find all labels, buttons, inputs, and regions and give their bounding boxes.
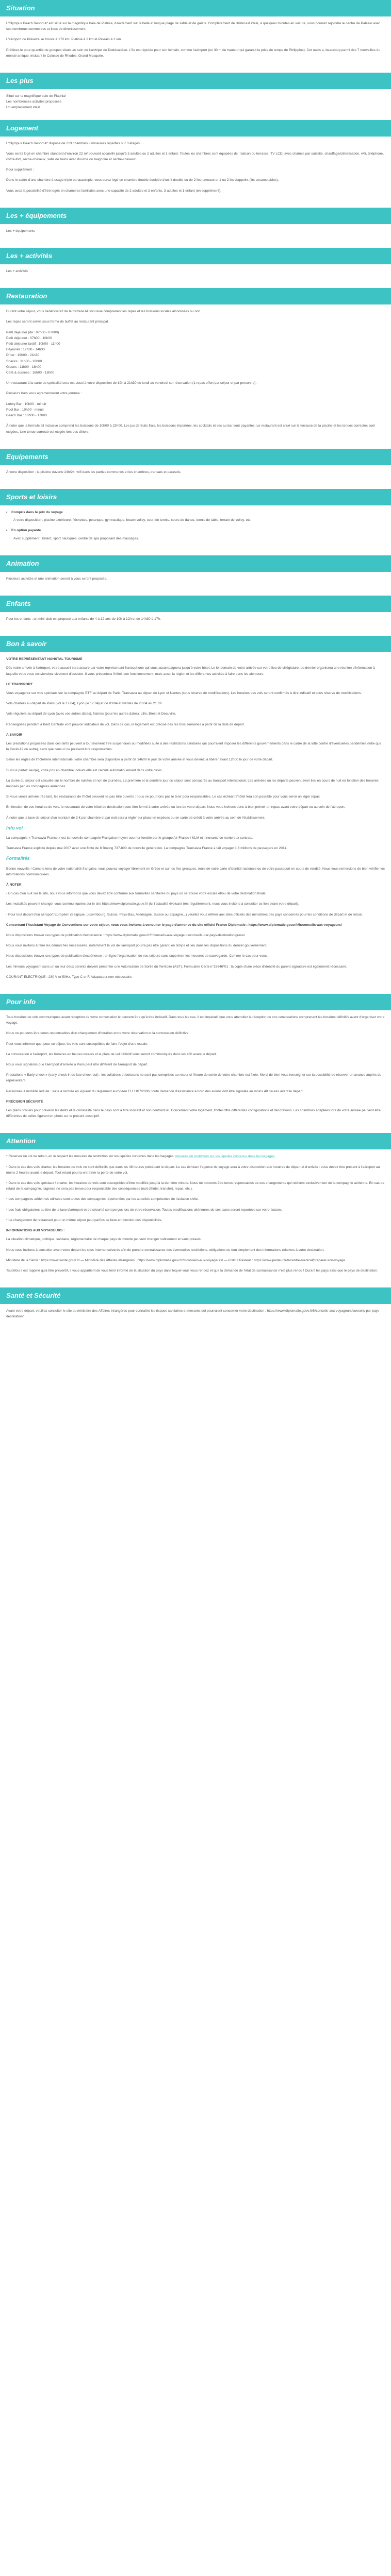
pour-info-paragraph: Nous vous signalons que l'aéroport d'arrivée à Paris peut être différent de l'aéroport de départ. <box>6 1063 149 1067</box>
section-title-logement: Logement <box>0 120 391 137</box>
pour-info-paragraph: Pour vous informer que, pour ce séjour, les vols sont susceptibles de faire l'objet d'une escale. <box>6 1042 148 1046</box>
bon-savoir-paragraph: Concernant l'Assistant Voyage de Conventions sur votre séjour, nous vous invitons à consulter le page d'annonce du site officiel France Diplomatie : https://www.diplomatie.gouv.fr/fr/conseils-aux-voyageurs/ <box>6 923 342 927</box>
equipements-plus-text: Les + équipements <box>6 229 35 233</box>
logement-paragraph: Dans le cadre d'une chambre à usage triple ou quadruple, vous serez logé en chambre double équipée d'un lit double ou de 2 lits jumeaux et 1 ou 2 lits d'appoint (lits escamotables). <box>6 178 279 182</box>
bon-savoir-paragraph: À noter que la taxe de séjour d'un montant de 3 € par chambre et par nuit sera à régler sur place en espèces ou en carte de crédit à votre arrivée au sein de l'établissement. <box>6 816 266 820</box>
bar-line: Beach Bar : 10h00 - 17h00 <box>6 414 47 418</box>
logement-paragraph: L'Olympus Beach Resort 4* dispose de 213 chambres lumineuses réparties sur 3 étages. <box>6 141 141 145</box>
section-title-animation: Animation <box>0 555 391 572</box>
attention-paragraph: Ministère de la Santé : https://www.sante.gouv.fr/ — Ministère des Affaires étrangères : https://www.diplomatie.gouv.fr/fr/conseils-aux-voyageurs/ — Institut Pasteur : https://www.pasteur.fr/fr/centre-medical/preparer-son-voyage <box>6 1258 346 1262</box>
restauration-paragraph: Un restaurant à la carte de spécialité sera est aussi à votre disposition de 19h à 21h30 du lundi au vendredi sur réservation (1 repas offert par séjour et par personne). <box>6 381 257 385</box>
sports-included-heading: • Compris dans le prix du voyage <box>6 510 385 515</box>
situation-paragraph: Préférez-le pour quantité de groupes situés au sein de l'archipel de Dodécanèse. L'île est réputée pour son lointain, comme l'aéroport (en 30 m de hauteur qui garantit la prise de temps de Philippine). Cet oasis a, beaucoup parmi des 7 merveilles du monde antique, incluant le Colosse de Rhodes, Grand Mosquée. <box>6 48 381 58</box>
bon-savoir-paragraph: Transavia France exploite depuis mai 2007 avec une flotte de 8 Boeing 737-800 de nouvelle génération. La compagnie Transavia France a fait voyager 1,6 millions de passagers en 2011. <box>6 846 287 851</box>
section-attention <box>0 1133 391 1285</box>
attention-paragraph <box>6 1154 385 1159</box>
bon-savoir-paragraph: Les prestations proposées dans ces tarifs peuvent à tout moment être suspendues ou modifiées suite à des restrictions sanitaires qui pourraient imposer les différents gouvernements dans le cadre de la lutte contre d'éventuelles pandémies (telle que la Covid-19 ou autre), sans que ceux-ci ne puissent être responsables. <box>6 741 382 752</box>
section-title-activites-plus: Les + activités <box>0 248 391 264</box>
attention-intro: * Réserver un vol de retour, en le respect les mesures de restriction sur les liquides contenus dans les bagages. <box>6 1155 175 1159</box>
section-title-les-plus: Les plus <box>0 73 391 89</box>
pour-info-paragraph: La convocation à l'aéroport, les horaires en heures locales et la plate de vol définitif vous seront communiqués dans les 48h avant le départ. <box>6 1052 217 1056</box>
section-animation <box>0 555 391 594</box>
bon-savoir-paragraph: Nous dispositions trouver ces types de publication d'expérience : https://www.diplomatie.gouv.fr/fr/conseils-aux-voyageurs/conseils-par-pays-destination/grece/ <box>6 934 245 938</box>
attention-paragraph: Nous vous invitons à consulter avant votre départ les sites Internet suivants afin de prendre connaissance des éventuelles restrictions, obligations ou tout simplement des informations relatives à votre destination. <box>6 1248 324 1252</box>
attention-paragraph: * Les frais obligatoires au titre de la taxe d'aéroport et de sécurité sont perçus lors de votre réservation. Toutes modifications ultérieures de ces taxes seront reportées sur votre facture. <box>6 1208 282 1212</box>
transport-heading: LE TRANSPORT <box>6 682 33 686</box>
bon-savoir-paragraph: Les modalités peuvent changer vous communiquées sur le site https://www.diplomatie.gouv.fr/ (ici l'actualité évoluant très régulièrement, nous vous invitons à consulter ce lien avant votre départ). <box>6 902 299 906</box>
meal-time-line: Déjeuner : 12h30 - 14h30 <box>6 348 45 352</box>
section-enfants <box>0 596 391 634</box>
bon-savoir-paragraph: Renseignées pendant à Kent Centrale vont pouvoir indicateur de vol. Dans ce cas, le logement est précisé dès les trois semaines à partir de la date de départ. <box>6 722 245 726</box>
meal-time-line: Café & sucrées : 16h00 - 18h00 <box>6 371 55 375</box>
section-equipements-plus <box>0 208 391 246</box>
section-title-situation: Situation <box>0 0 391 16</box>
activites-plus-text: Les + activités <box>6 269 28 274</box>
section-situation <box>0 0 391 71</box>
bar-line: Lobby Bar : 10h00 - minuit <box>6 402 46 406</box>
section-sante <box>0 1287 391 1331</box>
meal-time-line: Petit déjeuner tardif : 10h00 - 11h00 <box>6 342 60 346</box>
bon-savoir-paragraph: Si vous partez seul(e), votre prix en chambre individuelle est calculé automatiquement dans votre devis. <box>6 768 163 772</box>
equipements-paragraph: À votre disposition : la piscine ouverte 24h/24, wifi dans les parties communes et les chambres, transats et parasols. <box>6 470 182 474</box>
restauration-paragraph: À noter que la formule all inclusive comprend les boissons de 10h00 à 23h00. Les jus de fruits frais, les boissons importées, les cocktails et ses au bar sont payantes. Le restaurant est situé sur la terrasse de la piscine et les tenues correctes sont exigées. Une tenue correcte est exigée lors des dîners. <box>6 424 376 434</box>
restauration-paragraph: Les repas seront servis sous forme de buffet au restaurant principal. <box>6 320 109 324</box>
bon-savoir-paragraph: Nous dispositions trouver ces types de publication d'expérience : en ligne l'organisation de vos séjours sans supprimer les mesures de sauvegarde. Comme le cas pour vous. <box>6 954 268 958</box>
section-title-equipements: Equipements <box>0 449 391 465</box>
precision-securite-heading: PRÉCISION SÉCURITÉ <box>6 1099 43 1104</box>
section-bon-a-savoir <box>0 636 391 992</box>
section-title-bon-a-savoir: Bon à savoir <box>0 636 391 652</box>
bon-savoir-paragraph: Vols charters au départ de Paris (vol le 17:04), Lyon (le 17:04) et de 03/04 et Nantes de 20:04 au 21:09 <box>6 702 162 706</box>
section-title-enfants: Enfants <box>0 596 391 612</box>
animation-text: Plusieurs activités et une animation seront à vous seront proposés. <box>6 577 107 581</box>
representative-heading: VOTRE REPRÉSENTANT NONSTAL TOURISME <box>6 657 83 662</box>
les-plus-item: Situé sur la magnifique baie de Platinia! <box>6 94 66 98</box>
section-title-pour-info: Pour info <box>0 994 391 1010</box>
section-title-sports: Sports et loisirs <box>0 489 391 505</box>
meal-time-line: Glaces : 11h00 - 18h00 <box>6 365 42 369</box>
a-noter-heading: À NOTER <box>6 883 22 887</box>
bon-savoir-paragraph: - Pour tout départ d'un aéroport Européen (Belgique, Luxembourg, Suisse, Pays-Bas, Allemagne, Suisse ou Espagne...) veuillez vous référer aux sites officiels des ministères des pays concernés pour les conditions de départ et de retour. <box>6 912 363 917</box>
pour-info-paragraph: Nous ne pouvons être tenus responsables d'un changement d'horaires entre votre réservation et la convocation définitive. <box>6 1031 190 1036</box>
sports-included-text: À votre disposition : piscine extérieure, fléchettes, pétanque, gymnastique, beach volley, court de tennis, cours de danse, tennis de table, terrain de volley, etc. <box>13 518 252 522</box>
info-vol-heading: Info vol <box>6 825 23 831</box>
restauration-paragraph: Plusieurs bars vous agrémenteront votre journée : <box>6 392 82 396</box>
sports-optional-heading: • En option payante <box>6 528 385 533</box>
attention-paragraph: La situation climatique, politique, sanitaire, réglementaire de chaque pays de monde peuvent changer subitement et sans préavis. <box>6 1238 202 1242</box>
bon-savoir-paragraph: Bonne nouvelle ! Compte tenu de votre nationalité française, vous pouvez voyager librement en Grèce et sur les îles grecques, muni de votre carte d'identité nationale ou de votre passeport en cours de validité. Nous vous remercions de bien vérifier les informations communiquées. <box>6 867 385 876</box>
enfants-text: Pour les enfants : un mini-club est proposé aux enfants de 4 à 12 ans de 10h à 12h et de 14h30 à 17h. <box>6 617 161 621</box>
sports-optional-text: Avec supplément : billard, sport nautiques, centre de spa proposant des massages. <box>13 536 139 540</box>
meal-time-line: Snacks : 11h00 - 16h00 <box>6 359 42 363</box>
meal-time-line: Petit déjeuner : 07h00 - 10h00 <box>6 336 52 340</box>
bon-savoir-paragraph: Si vous venez arrivée très tard, les restaurants de l'hôtel peuvent ne pas être ouverts : nous ne pourrions pas le tenir pour responsables. Le cas échéant l'hôtel fera son possible pour vous servir un léger repas. <box>6 795 321 799</box>
section-logement <box>0 120 391 206</box>
attention-paragraph: * Dans le cas des vols spéciaux / charter, les horaires de vols sont susceptibles d'être modifiés jusqu'à la dernière minute. Nous ne pouvons être tenus responsables de ces changements qui relèvent exclusivement de la compagnie aérienne. En cas de retard de la compagnie, l'agence ne sera pas tenue pour responsable des conséquences (nuit d'hôtel, transfert, repas, etc.). <box>6 1181 385 1191</box>
bar-line: Pool Bar : 10h00 - minuit <box>6 408 44 412</box>
section-restauration <box>0 288 391 446</box>
pour-info-paragraph: Prestations « Early check » (early check-in ou late check-out) : les collations et boissons ne sont pas comprises au retour si l'heure de sortie de votre chambre est fixée. Merci de bien vous renseigner sur la possibilité de réserver en avance auprès du représentant. <box>6 1073 382 1083</box>
bars-list <box>6 401 385 419</box>
formalites-heading: Formalités <box>6 856 30 861</box>
les-plus-item: Les nombreuses activités proposées <box>6 100 62 104</box>
section-pour-info <box>0 994 391 1131</box>
attention-paragraph: * Les compagnies aériennes utilisées sont toutes des compagnies répertoriées par les autorités compétentes de l'aviation civile. <box>6 1197 199 1201</box>
bon-savoir-paragraph: La durée du séjour est calculée sur le nombre de nuitées et non de journées. La première et la dernière jour du séjour sont consacrés au transport international. Les arrivées ou les départs peuvent avoir lieu en cours de nuit en fonction des horaires imposés par les compagnies aériennes. <box>6 778 379 788</box>
section-sports <box>0 489 391 553</box>
liquids-restriction-link[interactable]: mesures de restriction sur les liquides contenus dans les bagages <box>175 1155 275 1159</box>
bon-savoir-paragraph: Vols réguliers au départ de Lyon (avec vos autres dates), Nantes (pour les autres dates), Lille, Brest et Deauville. <box>6 712 176 716</box>
meal-time-line: Dîner : 19h00 - 21h30 <box>6 353 40 358</box>
a-savoir-heading: A SAVOIR <box>6 733 23 737</box>
section-activites-plus <box>0 248 391 286</box>
informations-voyageurs-heading: INFORMATIONS AUX VOYAGEURS : <box>6 1229 65 1233</box>
bon-savoir-paragraph: Nous vous invitons à faire les démarches nécessaires, notamment le vol de l'aéroport pourra pas être garanti en temps et lieu dans les dispositions du dernier gouvernement. <box>6 944 268 948</box>
attention-paragraph: Toutefois il est rappelé qu'à titre préventif, il vous appartient de vous tenir informé de la situation du pays dans lequel vous vous rendez et que la demande de l'état de connaissance n'est plus rendu ! Durant les pays ainsi que le pays de destination. <box>6 1268 378 1273</box>
bon-savoir-paragraph: Dès votre arrivée à l'aéroport, votre accueil sera assuré par votre représentant francophone qui vous accompagnera jusqu'à votre hôtel. Le lendemain de votre arrivée sur votre lieu de villégiature, ou dernier organisera une réunion d'information à laquelle vous vous conviendrez vivement d'assister. Il vous présentera l'hôtel, son fonctionnement, mais aussi la région et les différentes activités à faire dans les alentours. <box>6 666 375 676</box>
bon-savoir-paragraph: Vous voyagerez sur vols spéciaux sur la compagnie ETF au départ de Paris. Transavia au départ de Lyon et Nantes (sous réserve de modifications). Les horaires des vols seront confirmés à titre indicatif et sous réserve de modifications. <box>6 691 362 695</box>
bon-savoir-paragraph: Selon les règles de l'hôtellerie internationale, votre chambre sera disponible à partir de 14h00 le jour de votre arrivée et vous devrez la libérer avant 12h00 le jour de votre départ. <box>6 758 273 762</box>
section-title-equipements-plus: Les + équipements <box>0 208 391 224</box>
section-equipements <box>0 449 391 487</box>
sante-paragraph: Avant votre départ, veuillez consulter le site du ministère des Affaires étrangères pour connaître les risques sanitaires et mesures qui pourraient concerner votre destination : https://www.diplomatie.gouv.fr/fr/conseils-aux-voyageurs/conseils-par-pays-destination/ <box>6 1309 381 1319</box>
bon-savoir-paragraph: En fonction de vos horaires de vols, le restaurant de votre hôtel de destination peut être fermé à votre arrivée ou lors de votre départ. Nous vous invitons donc à bien prévoir un repas avant votre départ ou au sein de l'aéroport. <box>6 805 346 809</box>
bon-savoir-paragraph: COURANT ÉLECTRIQUE : 230 V et 50Hz. Type C et F. Adaptateur non nécessaire. <box>6 975 133 979</box>
meal-time-line: Petit déjeuner (de : 07h00 - 07h00) <box>6 330 59 334</box>
bon-savoir-paragraph: - En cas d'un nuit sur le site, nous vous informons que vous devez être conforme aux formalités sanitaires du pays où se trouve votre escale et/ou de votre destination finale. <box>6 892 267 896</box>
bon-savoir-paragraph: Les mineurs voyageant sans un ou leur deux parents doivent présenter une Autorisation de Sortie du Territoire (AST). Formulaire Cerfa n°15646*01 : la copie d'une pièce d'identité du parent signataire est également nécessaire. <box>6 964 347 969</box>
section-les-plus <box>0 73 391 118</box>
pour-info-paragraph: Personnes à mobilité réduite : suite à l'entrée en vigueur du règlement européen EU 1107/2006, toute demande d'assistance à bord des avions doit être signalée au moins 48 heures avant le départ. <box>6 1089 304 1093</box>
section-title-attention: Attention <box>0 1133 391 1149</box>
attention-paragraph: * Le changement de restaurant pour un même séjour peut parfois se faire en fonction des disponibilités. <box>6 1218 162 1222</box>
section-title-restauration: Restauration <box>0 288 391 304</box>
situation-paragraph: L'Olympus Beach Resort 4* est situé sur la magnifique baie de Platinia, directement sur la belle et longue plage de sable et de galets. Complètement de l'hôtel est idéal, à quelques minutes en voiture, vous pourrez rejoindre le centre de Paleaio avec ses nombreux commerces et lieux de divertissement. <box>6 22 381 31</box>
les-plus-item: Un emplacement idéal <box>6 106 40 110</box>
pour-info-paragraph: Les plans officiels pour prévenir les délits et la criminalité dans le pays sont à titre indicatif et non contractuel. Concernant votre logement, l'hôtel offre différentes configurations et décorations. Les chambres adaptées lors de votre arrivée peuvent être différentes de celles figurant en photo sur le présent descriptif. <box>6 1109 381 1118</box>
restauration-paragraph: Durant votre séjour, vous bénéficierez de la formule All Inclusive comprenant les repas et les boissons locales alcoolisées ou non. <box>6 310 202 314</box>
bon-savoir-paragraph: La compagnie « Transavia France » est la nouvelle compagnie Française moyen-courrier fondée par le groupe Air France / KLM et innovante ce nombreux contrats. <box>6 836 253 840</box>
situation-paragraph: L'aéroport de Prévéza se trouve à 170 km, Platinia à 2 km et Paleaio à 1 km. <box>6 38 122 42</box>
logement-paragraph: Vous serez logé en chambre standard d'environ 22 m² pouvant accueillir jusqu'à 3 adultes ou 2 adultes et 1 enfant. Toutes les chambres sont équipées de : balcon ou terrasse, TV LCD, avec chaînes par satellite, chauffage/climatisation, wifi, téléphone, coffre-fort, sèche-cheveux, salle de bains avec douche ou baignoire et sèche-cheveux. <box>6 151 384 162</box>
logement-paragraph: Pour supplément : <box>6 168 34 172</box>
attention-paragraph: * Dans le cas des vols charter, les horaires de vols ne sont définitifs que dans les 48 heures précédant le départ. Le cas échéant l'agence de voyage aura à votre disposition aux horaires de départ et d'arrivée : vous devez être présent à l'aéroport au moins 2 heures avant le départ. Tout retard pourra entraîner la perte de votre vol. <box>6 1165 380 1175</box>
pour-info-paragraph: Tous horaires de vols communiqués avant réception de votre convocation le peuvent être qu'à titre indicatif. Dans tous les cas, il est impératif que vous attendiez la réception de vos convocations comprenant les horaires définitifs avant d'organiser votre voyage. <box>6 1015 385 1025</box>
logement-paragraph: Vous avez la possibilité d'être logés en chambres familiales avec une capacité de 2 adultes et 2 enfants, 3 adultes et 1 enfant (en supplément). <box>6 189 221 193</box>
section-title-sante: Santé et Sécurité <box>0 1287 391 1304</box>
meal-times-list <box>6 330 385 376</box>
